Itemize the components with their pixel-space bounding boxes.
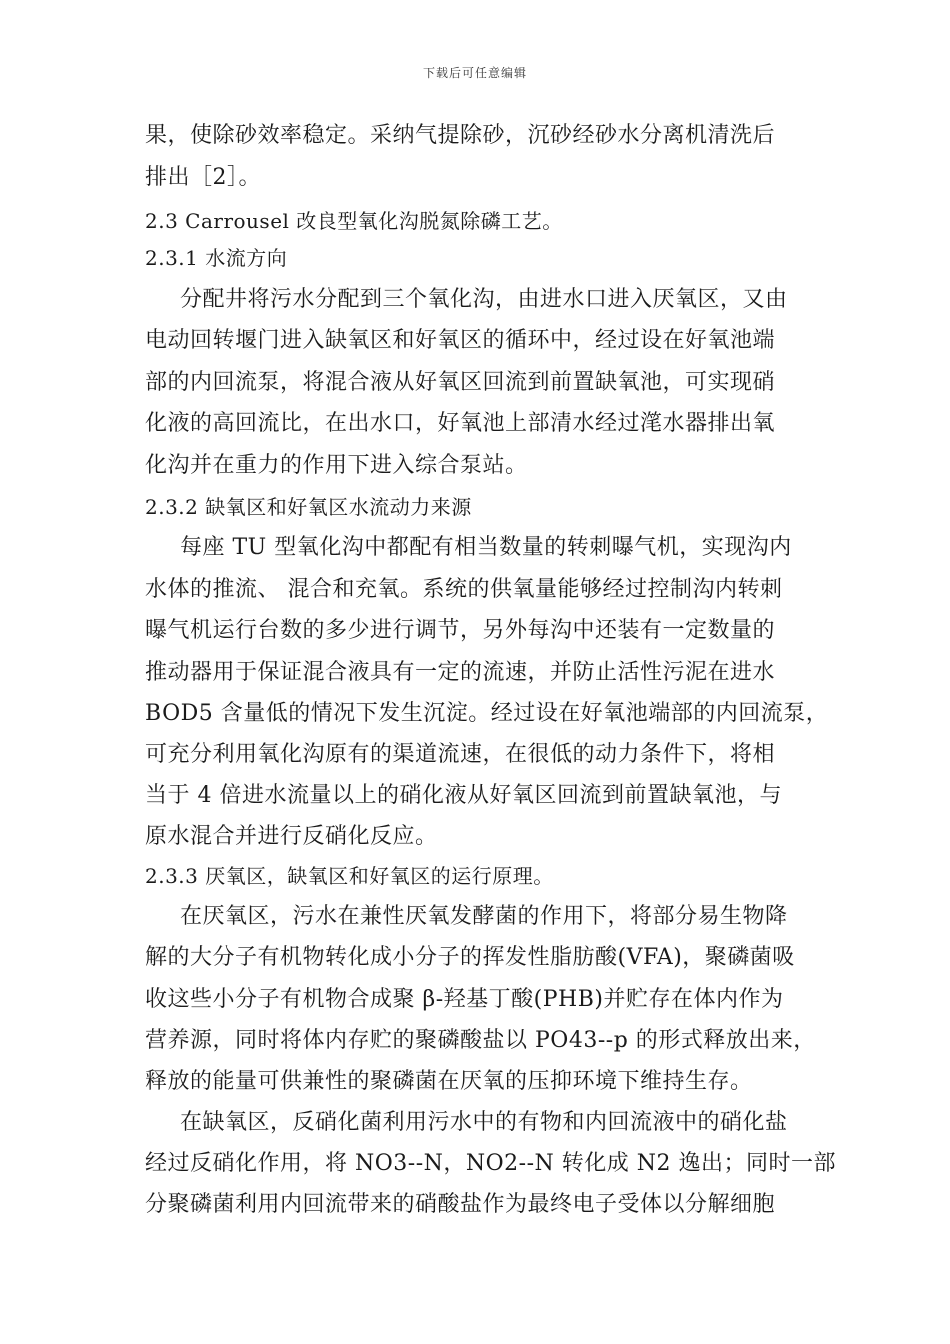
body-line: BOD5 含量低的情况下发生沉淀。经过设在好氧池端部的内回流泵， [145,701,829,726]
body-line: 电动回转堰门进入缺氧区和好氧区的循环中，经过设在好氧池端 [145,328,776,353]
body-line: 部的内回流泵，将混合液从好氧区回流到前置缺氧池，可实现硝 [145,370,776,395]
section-heading: 2.3 Carrousel 改良型氧化沟脱氮除磷工艺。 [145,209,563,233]
body-line: 推动器用于保证混合液具有一定的流速，并防止活性污泥在进水 [145,660,776,685]
page-header: 下载后可任意编辑 [422,66,527,80]
body-line: 排出［2］。 [145,165,261,190]
body-line: 水体的推流、 混合和充氧。系统的供氧量能够经过控制沟内转刺 [145,577,783,602]
body-line: 经过反硝化作用，将 NO3--N，NO2--N 转化成 N2 逸出；同时一部 [145,1151,837,1176]
subsection-heading: 2.3.2 缺氧区和好氧区水流动力来源 [145,495,472,519]
body-line: 曝气机运行台数的多少进行调节，另外每沟中还装有一定数量的 [145,618,776,643]
paragraph-first-line: 在缺氧区，反硝化菌利用污水中的有物和内回流液中的硝化盐 [180,1110,788,1135]
body-line: 解的大分子有机物转化成小分子的挥发性脂肪酸(VFA)，聚磷菌吸 [145,945,795,970]
paragraph-first-line: 分配井将污水分配到三个氧化沟，由进水口进入厌氧区，又由 [180,287,788,312]
body-line: 果，使除砂效率稳定。采纳气提除砂，沉砂经砂水分离机清洗后 [145,123,776,148]
body-line: 当于 4 倍进水流量以上的硝化液从好氧区回流到前置缺氧池，与 [145,783,782,808]
body-line: 营养源，同时将体内存贮的聚磷酸盐以 PO43--p 的形式释放出来， [145,1028,816,1053]
body-line: 化沟并在重力的作用下进入综合泵站。 [145,453,528,478]
subsection-heading: 2.3.3 厌氧区，缺氧区和好氧区的运行原理。 [145,864,554,888]
body-line: 释放的能量可供兼性的聚磷菌在厌氧的压抑环境下维持生存。 [145,1069,753,1094]
body-line: 可充分利用氧化沟原有的渠道流速，在很低的动力条件下，将相 [145,742,776,767]
body-line: 化液的高回流比，在出水口，好氧池上部清水经过滗水器排出氧 [145,411,776,436]
body-line: 原水混合并进行反硝化反应。 [145,824,438,849]
body-line: 收这些小分子有机物合成聚 β-羟基丁酸(PHB)并贮存在体内作为 [145,987,784,1012]
paragraph-first-line: 每座 TU 型氧化沟中都配有相当数量的转刺曝气机，实现沟内 [180,535,792,560]
subsection-heading: 2.3.1 水流方向 [145,246,288,270]
paragraph-first-line: 在厌氧区，污水在兼性厌氧发酵菌的作用下，将部分易生物降 [180,904,788,929]
body-line: 分聚磷菌利用内回流带来的硝酸盐作为最终电子受体以分解细胞 [145,1192,776,1217]
